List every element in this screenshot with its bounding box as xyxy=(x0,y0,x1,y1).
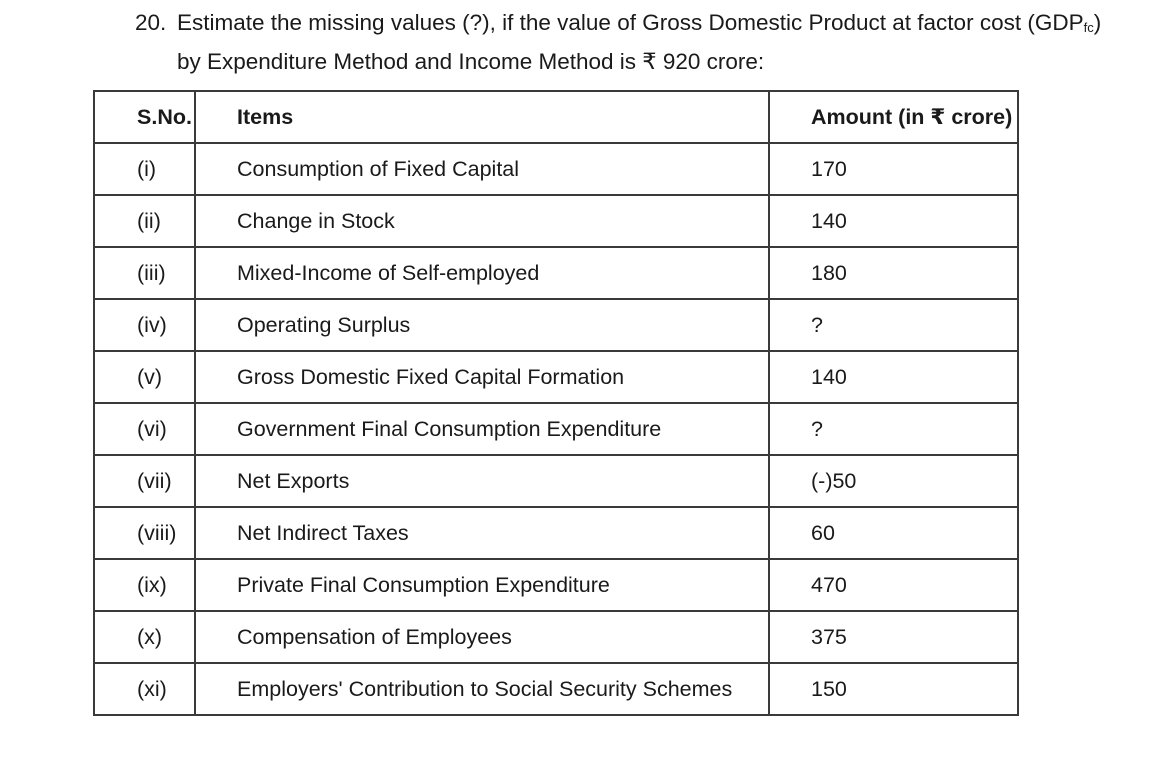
row-amount: 180 xyxy=(769,247,1018,299)
row-item: Private Final Consumption Expenditure xyxy=(195,559,769,611)
row-sno: (vii) xyxy=(94,455,195,507)
row-sno: (i) xyxy=(94,143,195,195)
header-amount: Amount (in ₹ crore) xyxy=(769,91,1018,143)
table-row xyxy=(94,351,1018,403)
question-text-main: Estimate the missing values (?), if the value of Gross Domestic Product at factor cost (GDP xyxy=(177,10,1084,35)
table-row xyxy=(94,143,1018,195)
table-row xyxy=(94,195,1018,247)
row-amount: ? xyxy=(769,299,1018,351)
table-row xyxy=(94,559,1018,611)
row-amount: 150 xyxy=(769,663,1018,715)
question-number: 20. xyxy=(135,10,167,35)
row-item: Compensation of Employees xyxy=(195,611,769,663)
row-sno: (vi) xyxy=(94,403,195,455)
row-amount: (-)50 xyxy=(769,455,1018,507)
row-sno: (iii) xyxy=(94,247,195,299)
row-item: Employers' Contribution to Social Security Schemes xyxy=(195,663,769,715)
row-item: Gross Domestic Fixed Capital Formation xyxy=(195,351,769,403)
row-item: Net Indirect Taxes xyxy=(195,507,769,559)
row-sno: (ix) xyxy=(94,559,195,611)
table-row xyxy=(94,507,1018,559)
table-row xyxy=(94,663,1018,715)
row-sno: (ii) xyxy=(94,195,195,247)
row-amount: 375 xyxy=(769,611,1018,663)
row-amount: 140 xyxy=(769,195,1018,247)
table-row xyxy=(94,299,1018,351)
row-sno: (xi) xyxy=(94,663,195,715)
question-text xyxy=(135,6,1145,79)
question-line-2: by Expenditure Method and Income Method is ₹ 920 crore: xyxy=(177,49,765,74)
row-amount: 140 xyxy=(769,351,1018,403)
table-row xyxy=(94,455,1018,507)
table-header-row xyxy=(94,91,1018,143)
row-item: Change in Stock xyxy=(195,195,769,247)
row-sno: (iv) xyxy=(94,299,195,351)
row-item: Government Final Consumption Expenditure xyxy=(195,403,769,455)
row-amount: ? xyxy=(769,403,1018,455)
row-amount: 170 xyxy=(769,143,1018,195)
row-item: Mixed-Income of Self-employed xyxy=(195,247,769,299)
table-row xyxy=(94,403,1018,455)
header-items: Items xyxy=(195,91,769,143)
data-table xyxy=(93,90,1019,716)
row-amount: 470 xyxy=(769,559,1018,611)
row-item: Net Exports xyxy=(195,455,769,507)
row-item: Operating Surplus xyxy=(195,299,769,351)
table-row xyxy=(94,611,1018,663)
question-line-1 xyxy=(135,6,1145,45)
header-sno: S.No. xyxy=(94,91,195,143)
row-sno: (viii) xyxy=(94,507,195,559)
question-text-close: ) xyxy=(1093,10,1102,35)
row-sno: (v) xyxy=(94,351,195,403)
row-amount: 60 xyxy=(769,507,1018,559)
gdp-subscript: fc xyxy=(1083,20,1094,35)
row-sno: (x) xyxy=(94,611,195,663)
table-row xyxy=(94,247,1018,299)
row-item: Consumption of Fixed Capital xyxy=(195,143,769,195)
